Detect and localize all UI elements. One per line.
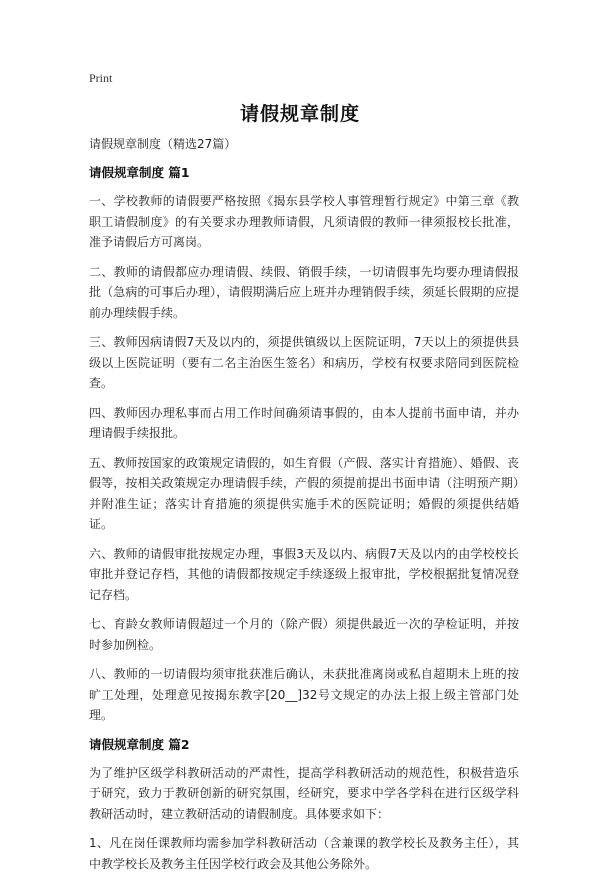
document-body [89, 134, 519, 883]
print-link[interactable]: Print [89, 71, 113, 85]
paragraph: 四、教师因办理私事而占用工作时间确须请事假的，由本人提前书面申请，并办理请假手续报批。 [89, 405, 519, 440]
paragraph: 二、教师的请假都应办理请假、续假、销假手续，一切请假事先均要办理请假报批（急病的可事后办理），请假期满后应上班并办理销假手续，须延长假期的应提前办理续假手续。 [89, 264, 519, 320]
paragraph: 六、教师的请假审批按规定办理，事假3天及以内、病假7天及以内的由学校校长审批并登记存档，其他的请假都按规定手续逐级上报审批，学校根据批复情况登记存档。 [89, 546, 519, 602]
document-subtitle: 请假规章制度（精选27篇） [89, 137, 237, 151]
paragraph: 八、教师的一切请假均须审批获准后确认，未获批准离岗或私自超期未上班的按旷工处理，处理意见按揭东教字[20__]32号文规定的办法上报上级主管部门处理。 [89, 667, 519, 722]
paragraph: 三、教师因病请假7天及以内的，须提供镇级以上医院证明，7天以上的须提供县级以上医院证明（要有二名主治医生签名）和病历，学校有权要求陪同到医院检查。 [89, 335, 519, 390]
paragraph: 为了维护区级学科教研活动的严肃性，提高学科教研活动的规范性，积极营造乐于研究，致力于教研创新的研究氛围，经研究，要求中学各学科在进行区级学科教研活动时，建立教研活动的请假制度。具体要求如下： [89, 765, 519, 821]
section-2 [89, 735, 519, 875]
page-title: 请假规章制度 [239, 103, 360, 125]
section-1 [89, 163, 519, 726]
section-heading: 请假规章制度 篇1 [89, 165, 190, 180]
paragraph: 1、凡在岗任课教师均需参加学科教研活动（含兼课的教学校长及教务主任），其中教学校长及教务主任因学校行政会及其他公务除外。 [89, 836, 519, 871]
paragraph: 一、学校教师的请假要严格按照《揭东县学校人事管理暂行规定》中第三章《教职工请假制度》的有关要求办理教师请假，凡须请假的教师一律须报校长批准，准予请假后方可离岗。 [89, 194, 519, 249]
paragraph: 七、育龄女教师请假超过一个月的（除产假）须提供最近一次的孕检证明，并按时参加例检。 [89, 617, 519, 652]
section-heading: 请假规章制度 篇2 [89, 736, 190, 752]
paragraph: 五、教师按国家的政策规定请假的，如生育假（产假、落实计育措施）、婚假、丧假等，按相关政策规定办理请假手续，产假的须提前提出书面申请（注明预产期）并附准生证；落实计育措施的须提供实施手术的医院证明；婚假的须提供结婚证。 [89, 455, 519, 531]
